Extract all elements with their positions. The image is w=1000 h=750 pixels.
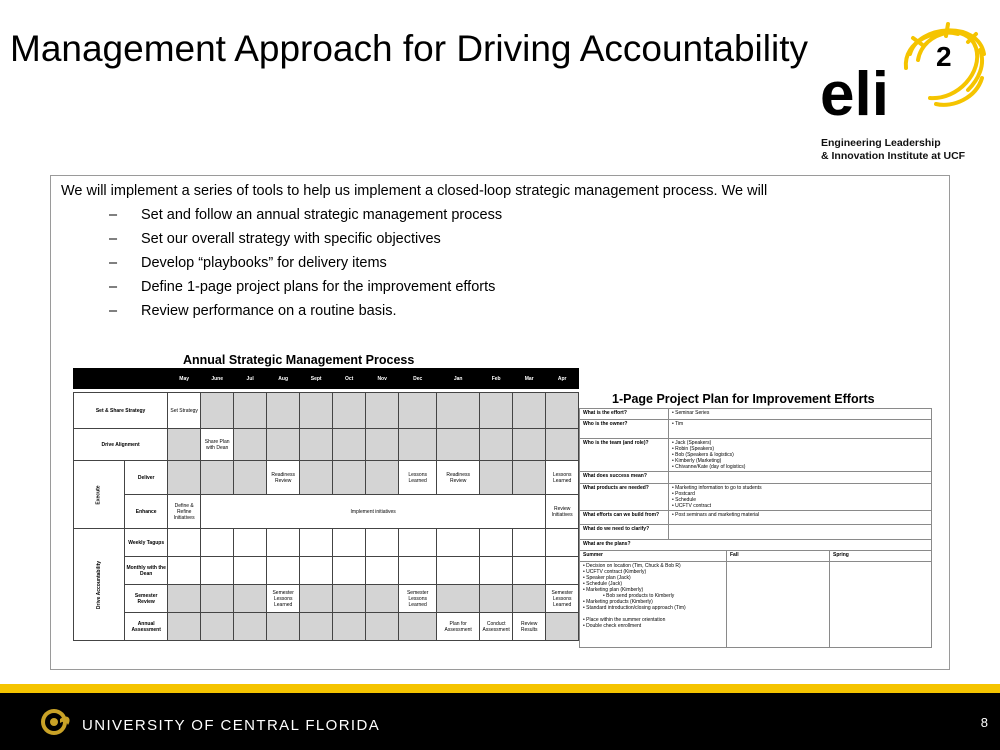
group-label-execute: Execute bbox=[74, 461, 125, 529]
month-header: Jan bbox=[437, 369, 480, 389]
list-item: • Decision on location (Tim, Chuck & Bob R) bbox=[583, 563, 681, 569]
bullet-item bbox=[109, 207, 502, 231]
table-row bbox=[580, 409, 932, 420]
list-item: • Schedule (Jack) bbox=[583, 581, 622, 587]
table-cell: Readiness Review bbox=[437, 461, 480, 495]
list-item: • Marketing information to go to students bbox=[672, 485, 762, 491]
month-header: Dec bbox=[399, 369, 437, 389]
bullet-dash: – bbox=[109, 231, 118, 247]
table-cell: Lessons Learned bbox=[399, 461, 437, 495]
table-cell: Readiness Review bbox=[267, 461, 300, 495]
row-label: Drive Alignment bbox=[74, 429, 168, 461]
ucf-pegasus-icon bbox=[38, 705, 74, 737]
list-item: • Standard introduction/closing approach (Tim) bbox=[583, 605, 686, 611]
plan-question: What products are needed? bbox=[580, 484, 669, 511]
slide-title: Management Approach for Driving Accountability bbox=[10, 28, 808, 69]
table-cell: Semester Lessons Learned bbox=[546, 585, 579, 613]
table-row bbox=[74, 529, 579, 557]
table-row bbox=[74, 495, 579, 529]
row-label: Weekly Tagups bbox=[125, 529, 168, 557]
table-cell: Define & Refine Initiatives bbox=[168, 495, 201, 529]
plan-question: Who is the team (and role)? bbox=[580, 439, 669, 472]
months-header-row bbox=[74, 369, 579, 389]
table-row bbox=[580, 562, 932, 648]
table-row bbox=[74, 613, 579, 641]
table-row bbox=[580, 551, 932, 562]
table-cell: Share Plan with Dean bbox=[201, 429, 234, 461]
plan-column-header: Spring bbox=[830, 551, 932, 562]
month-header: Aug bbox=[267, 369, 300, 389]
annual-process-table bbox=[73, 368, 579, 641]
plan-answer: • Tim bbox=[669, 420, 932, 439]
bullet-item bbox=[109, 303, 502, 327]
row-label: Set & Share Strategy bbox=[74, 393, 168, 429]
bullet-dash: – bbox=[109, 207, 118, 223]
table-row bbox=[580, 511, 932, 525]
table-row bbox=[580, 525, 932, 540]
bullet-text: Develop “playbooks” for delivery items bbox=[141, 255, 387, 271]
table-row bbox=[580, 420, 932, 439]
month-header: Nov bbox=[366, 369, 399, 389]
table-cell: Semester Lessons Learned bbox=[267, 585, 300, 613]
plan-answer bbox=[669, 439, 932, 472]
plan-answer: • Seminar Series bbox=[669, 409, 932, 420]
page-number: 8 bbox=[980, 715, 988, 730]
month-header: Sept bbox=[300, 369, 333, 389]
list-item: • Marketing products (Kimberly) bbox=[583, 599, 653, 605]
plan-answer: • Post seminars and marketing material bbox=[669, 511, 932, 525]
plan-summer-cell bbox=[580, 562, 727, 648]
table-row bbox=[580, 484, 932, 511]
row-label: Enhance bbox=[125, 495, 168, 529]
table-cell: Plan for Assessment bbox=[437, 613, 480, 641]
row-label: Semester Review bbox=[125, 585, 168, 613]
logo-caption-line2: & Innovation Institute at UCF bbox=[821, 149, 966, 162]
month-header: Feb bbox=[480, 369, 513, 389]
bullet-list bbox=[109, 207, 502, 327]
row-label: Annual Assessment bbox=[125, 613, 168, 641]
list-item: • UCFTV contract bbox=[672, 503, 711, 509]
bullet-dash: – bbox=[109, 279, 118, 295]
logo-caption bbox=[821, 137, 965, 162]
table-cell: Lessons Learned bbox=[546, 461, 579, 495]
table-row bbox=[74, 461, 579, 495]
plan-question: What do we need to clarify? bbox=[580, 525, 669, 540]
table-row bbox=[74, 429, 579, 461]
list-item: • Schedule bbox=[672, 497, 696, 503]
list-item: • Bob send products to Kimberly bbox=[603, 593, 675, 599]
bullet-text: Set and follow an annual strategic management process bbox=[141, 207, 503, 223]
plan-column-header: Fall bbox=[727, 551, 830, 562]
table-cell: Review Initiatives bbox=[546, 495, 579, 529]
list-item: • Double check enrollment bbox=[583, 623, 642, 629]
table-row bbox=[580, 439, 932, 472]
table-cell-span: Implement initiatives bbox=[201, 495, 546, 529]
month-header: May bbox=[168, 369, 201, 389]
logo-superscript: 2 bbox=[936, 41, 952, 72]
table-cell: Conduct Assessment bbox=[480, 613, 513, 641]
plan-question: What are the plans? bbox=[580, 540, 932, 551]
row-label: Deliver bbox=[125, 461, 168, 495]
row-label: Monthly with the Dean bbox=[125, 557, 168, 585]
bullet-item bbox=[109, 231, 502, 255]
bullet-item bbox=[109, 279, 502, 303]
list-item: • Bob (Speakers & logistics) bbox=[672, 452, 734, 458]
table-row bbox=[580, 472, 932, 484]
bullet-dash: – bbox=[109, 255, 118, 271]
intro-text: We will implement a series of tools to help us implement a closed-loop strategic management process. We will bbox=[61, 183, 768, 199]
month-header: Oct bbox=[333, 369, 366, 389]
bullet-text: Set our overall strategy with specific objectives bbox=[141, 231, 441, 247]
list-item: • Robin (Speakers) bbox=[672, 446, 715, 452]
list-item: • Jack (Speakers) bbox=[672, 440, 712, 446]
footer-accent-bar bbox=[0, 684, 1000, 693]
bullet-text: Define 1-page project plans for the improvement efforts bbox=[141, 279, 496, 295]
table-row bbox=[74, 557, 579, 585]
list-item: • UCFTV contract (Kimberly) bbox=[583, 569, 647, 575]
university-name: UNIVERSITY OF CENTRAL FLORIDA bbox=[82, 717, 381, 734]
plan-answer bbox=[669, 484, 932, 511]
annual-process-title: Annual Strategic Management Process bbox=[183, 353, 415, 367]
group-label-drive-accountability: Drive Accountability bbox=[74, 529, 125, 641]
footer bbox=[0, 693, 1000, 750]
list-item: • Place within the summer orientation bbox=[583, 617, 666, 623]
bullet-item bbox=[109, 255, 502, 279]
list-item: • Kimberly (Marketing) bbox=[672, 458, 722, 464]
table-cell: Semester Lessons Learned bbox=[399, 585, 437, 613]
plan-question: Who is the owner? bbox=[580, 420, 669, 439]
logo-text: eli bbox=[820, 60, 889, 129]
list-item: • Postcard bbox=[672, 491, 695, 497]
table-row bbox=[74, 393, 579, 429]
month-header: Mar bbox=[513, 369, 546, 389]
plan-question: What efforts can we build from? bbox=[580, 511, 669, 525]
project-plan-table bbox=[579, 408, 932, 648]
list-item: • Marketing plan (Kimberly) bbox=[583, 587, 644, 593]
eli2-logo bbox=[818, 20, 988, 165]
plan-spring-cell bbox=[830, 562, 932, 648]
table-cell: Review Results bbox=[513, 613, 546, 641]
plan-column-header: Summer bbox=[580, 551, 727, 562]
bullet-dash: – bbox=[109, 303, 118, 319]
plan-question: What does success mean? bbox=[580, 472, 669, 484]
project-plan-title: 1-Page Project Plan for Improvement Efforts bbox=[612, 392, 875, 406]
plan-question: What is the effort? bbox=[580, 409, 669, 420]
plan-fall-cell bbox=[727, 562, 830, 648]
logo-ring-icon bbox=[818, 20, 988, 135]
table-cell: Set Strategy bbox=[168, 393, 201, 429]
month-header: Jul bbox=[234, 369, 267, 389]
bullet-text: Review performance on a routine basis. bbox=[141, 303, 397, 319]
header-corner bbox=[74, 369, 168, 389]
list-item: • Chivanne/Kate (day of logistics) bbox=[672, 464, 746, 470]
list-item: • Speaker plan (Jack) bbox=[583, 575, 631, 581]
table-row bbox=[580, 540, 932, 551]
month-header: Apr bbox=[546, 369, 579, 389]
logo-caption-line1: Engineering Leadership bbox=[821, 137, 941, 149]
table-row bbox=[74, 585, 579, 613]
month-header: June bbox=[201, 369, 234, 389]
